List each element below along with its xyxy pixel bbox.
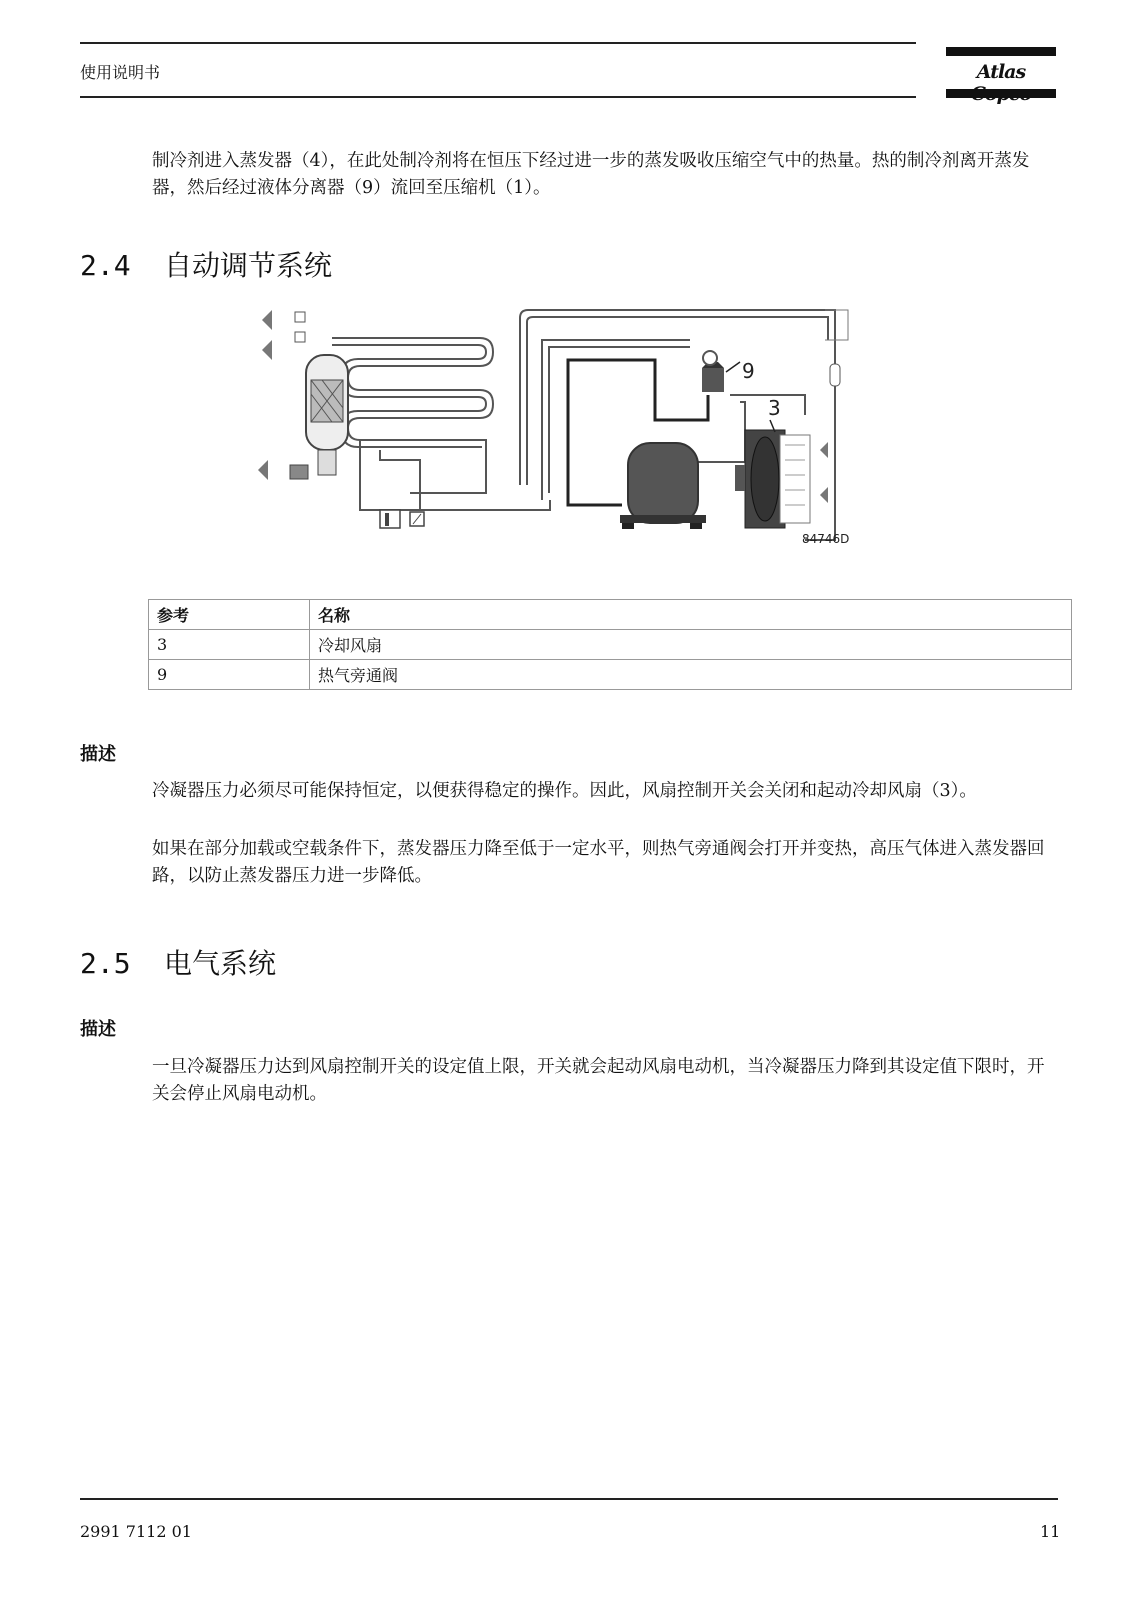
table-cell-ref: 3 [149,630,310,660]
table-cell-name: 热气旁通阀 [310,660,1072,690]
section-title: 电气系统 [164,947,277,980]
table-header-row [149,600,1072,630]
header-top-rule [80,42,916,44]
section-2-4-heading [80,244,332,284]
section-number: 2.4 [80,249,131,282]
logo-text: Atlas [976,61,1026,83]
section-number: 2.5 [80,947,131,980]
column-header-name: 名称 [310,600,1072,630]
table-cell-ref: 9 [149,660,310,690]
section-title: 自动调节系统 [164,249,333,282]
callout-3: 3 [768,396,781,420]
section-2-5-heading [80,942,276,982]
reference-table [148,599,1072,690]
column-header-ref: 参考 [149,600,310,630]
description-heading: 描述 [80,1019,116,1040]
footer-rule [80,1498,1058,1500]
refrigeration-circuit-diagram [250,300,870,565]
table-row [149,630,1072,660]
header-bottom-rule [80,96,916,98]
table-row [149,660,1072,690]
atlas-copco-logo [946,47,1056,99]
description-paragraph: 冷凝器压力必须尽可能保持恒定，以便获得稳定的操作。因此，风扇控制开关会关闭和起动冷却风扇（3）。 [152,781,977,801]
description-heading: 描述 [80,744,116,765]
description-paragraph: 如果在部分加载或空载条件下，蒸发器压力降至低于一定水平，则热气旁通阀会打开并变热，高压气体进入蒸发器回路，以防止蒸发器压力进一步降低。 [152,839,1045,886]
intro-paragraph: 制冷剂进入蒸发器（4），在此处制冷剂将在恒压下经过进一步的蒸发吸收压缩空气中的热量。热的制冷剂离开蒸发器，然后经过液体分离器（9）流回至压缩机（1）。 [152,151,1030,198]
header-title: 使用说明书 [80,63,161,82]
callout-9: 9 [742,359,755,383]
figure-code: 84746D [802,532,850,546]
page-number: 11 [1040,1522,1061,1541]
document-number: 2991 7112 01 [80,1522,192,1541]
table-cell-name: 冷却风扇 [310,630,1072,660]
description-paragraph: 一旦冷凝器压力达到风扇控制开关的设定值上限，开关就会起动风扇电动机，当冷凝器压力降到其设定值下限时，开关会停止风扇电动机。 [152,1057,1045,1104]
